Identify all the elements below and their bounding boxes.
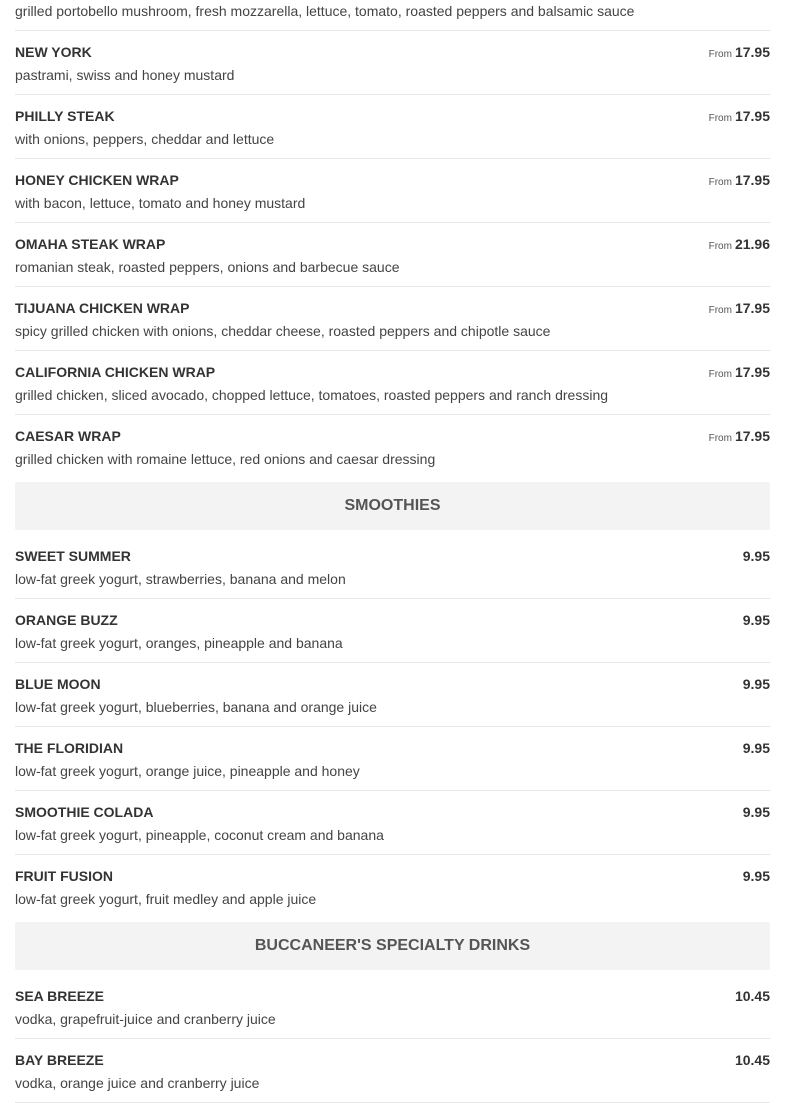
item-name: OMAHA STEAK WRAP <box>15 236 166 252</box>
price-value: 17.95 <box>734 428 770 444</box>
price-value: 17.95 <box>734 108 770 124</box>
menu-item[interactable] <box>15 727 770 791</box>
item-price: 9.95 <box>742 676 770 692</box>
item-price: 9.95 <box>742 612 770 628</box>
item-price <box>709 44 770 60</box>
price-from-label: From <box>708 305 732 316</box>
section-header-smoothies: SMOOTHIES <box>15 482 770 530</box>
item-price: 10.45 <box>734 988 770 1004</box>
price-from-label: From <box>708 177 732 188</box>
item-description: pastrami, swiss and honey mustard <box>15 67 235 83</box>
item-description: with onions, peppers, cheddar and lettuce <box>15 131 275 147</box>
item-name: CALIFORNIA CHICKEN WRAP <box>15 364 216 380</box>
menu-item[interactable] <box>15 791 770 855</box>
menu-item[interactable] <box>15 975 770 1039</box>
price-value: 17.95 <box>734 172 770 188</box>
item-price: 9.95 <box>742 868 770 884</box>
menu-item[interactable] <box>15 535 770 599</box>
item-price <box>709 172 770 188</box>
item-name: BAY BREEZE <box>15 1052 104 1068</box>
price-from-label: From <box>708 433 732 444</box>
item-name: SEA BREEZE <box>15 988 104 1004</box>
price-from-label: From <box>708 369 732 380</box>
item-price: 9.95 <box>742 740 770 756</box>
menu-item[interactable] <box>15 415 770 479</box>
item-name: CAESAR WRAP <box>15 428 121 444</box>
item-name: SMOOTHIE COLADA <box>15 804 154 820</box>
item-description: spicy grilled chicken with onions, cheddar cheese, roasted peppers and chipotle sauce <box>15 323 551 339</box>
item-price: 9.95 <box>742 804 770 820</box>
price-value: 17.95 <box>734 300 770 316</box>
section-header-specialty-drinks: BUCCANEER'S SPECIALTY DRINKS <box>15 922 770 970</box>
item-description: vodka, orange juice and cranberry juice <box>15 1075 260 1091</box>
item-name: BLUE MOON <box>15 676 101 692</box>
item-description: romanian steak, roasted peppers, onions and barbecue sauce <box>15 259 400 275</box>
item-description: low-fat greek yogurt, orange juice, pineapple and honey <box>15 763 360 779</box>
price-from-label: From <box>708 241 732 252</box>
item-name: PHILLY STEAK <box>15 108 115 124</box>
item-price: 9.95 <box>742 548 770 564</box>
item-name: TIJUANA CHICKEN WRAP <box>15 300 190 316</box>
menu-item[interactable] <box>15 0 770 31</box>
menu-item[interactable] <box>15 95 770 159</box>
price-value: 17.95 <box>734 44 770 60</box>
item-description: grilled portobello mushroom, fresh mozzarella, lettuce, tomato, roasted peppers and balsamic sauce <box>15 3 635 19</box>
item-price <box>709 364 770 380</box>
price-from-label: From <box>708 49 732 60</box>
item-price <box>709 428 770 444</box>
item-description: low-fat greek yogurt, blueberries, banana and orange juice <box>15 699 377 715</box>
menu-list <box>15 0 770 1103</box>
item-name: NEW YORK <box>15 44 92 60</box>
menu-item[interactable] <box>15 663 770 727</box>
item-description: grilled chicken, sliced avocado, chopped lettuce, tomatoes, roasted peppers and ranch dressing <box>15 387 609 403</box>
item-name: HONEY CHICKEN WRAP <box>15 172 179 188</box>
menu-item[interactable] <box>15 1039 770 1103</box>
price-from-label: From <box>708 113 732 124</box>
price-value: 21.96 <box>734 236 770 252</box>
item-name: THE FLORIDIAN <box>15 740 124 756</box>
menu-item[interactable] <box>15 159 770 223</box>
item-name: FRUIT FUSION <box>15 868 113 884</box>
item-price: 10.45 <box>734 1052 770 1068</box>
item-price <box>709 236 770 252</box>
item-description: low-fat greek yogurt, fruit medley and apple juice <box>15 891 317 907</box>
menu-item[interactable] <box>15 599 770 663</box>
item-name: SWEET SUMMER <box>15 548 131 564</box>
item-description: low-fat greek yogurt, oranges, pineapple and banana <box>15 635 343 651</box>
item-description: vodka, grapefruit-juice and cranberry juice <box>15 1011 276 1027</box>
menu-item[interactable] <box>15 351 770 415</box>
price-value: 17.95 <box>734 364 770 380</box>
item-description: with bacon, lettuce, tomato and honey mustard <box>15 195 306 211</box>
item-description: low-fat greek yogurt, strawberries, banana and melon <box>15 571 346 587</box>
item-name: ORANGE BUZZ <box>15 612 118 628</box>
item-description: low-fat greek yogurt, pineapple, coconut cream and banana <box>15 827 384 843</box>
menu-item[interactable] <box>15 223 770 287</box>
menu-item[interactable] <box>15 855 770 919</box>
menu-item[interactable] <box>15 287 770 351</box>
item-description: grilled chicken with romaine lettuce, red onions and caesar dressing <box>15 451 436 467</box>
item-price <box>709 108 770 124</box>
item-price <box>709 300 770 316</box>
menu-item[interactable] <box>15 31 770 95</box>
